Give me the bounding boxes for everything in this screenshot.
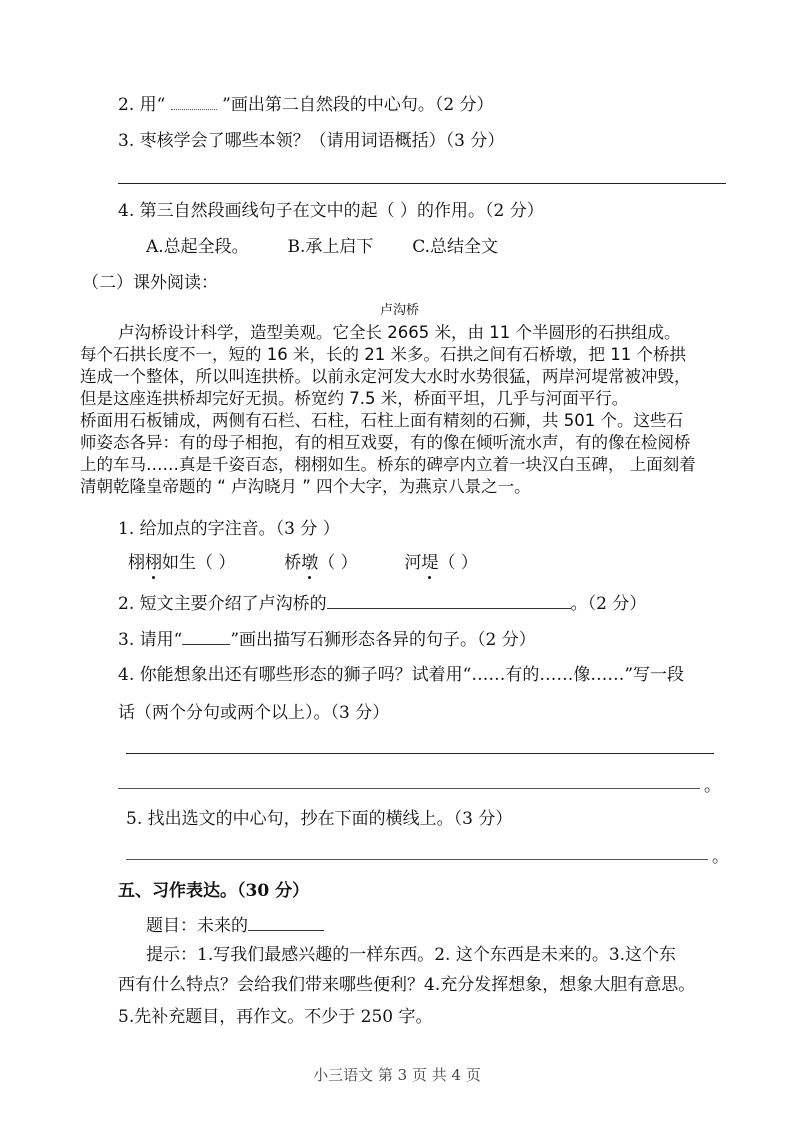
option-b[interactable]: B.承上启下 [287, 237, 374, 257]
answer-line[interactable] [126, 859, 708, 860]
passage-line: 但是这座连拱桥却完好无损。桥宽约 7.5 米，桥面平坦，几乎与河面平行。 [80, 389, 629, 408]
topic-blank[interactable] [248, 914, 324, 931]
hint-line: 5.先补充题目，再作文。不少于 250 字。 [118, 1007, 433, 1027]
passage-line: 卢沟桥设计科学，造型美观。它全长 2665 米，由 11 个半圆形的石拱组成。 [118, 323, 681, 342]
dotted-character: 栩 [145, 553, 162, 573]
exercise-1-items [128, 552, 478, 574]
wavy-underline-mark [171, 101, 217, 110]
answer-line[interactable] [118, 788, 700, 789]
exercise-4-line-2: 话（两个分句或两个以上）。（3 分） [118, 703, 390, 723]
question-2-pre: 2. 用“ [118, 95, 166, 115]
question-2 [118, 94, 494, 116]
exercise-4-line-1: 4. 你能想象出还有哪些形态的狮子吗？试着用“……有的……像……”写一段 [118, 665, 685, 685]
period-mark: 。 [712, 847, 729, 867]
passage-line: 师姿态各异：有的母子相抱，有的相互戏耍，有的像在倾听流水声，有的像在检阅桥 [80, 433, 691, 452]
passage-body [80, 322, 740, 498]
question-3: 3. 枣核学会了哪些本领？（请用词语概括）（3 分） [118, 131, 505, 151]
answer-blank[interactable] [327, 592, 571, 609]
passage-line: 连成一个整体，所以叫连拱桥。以前永定河发大水时水势很猛，两岸河堤常被冲毁， [80, 367, 691, 386]
answer-line[interactable] [118, 183, 726, 184]
section-heading-writing: 五、习作表达。（30 分） [118, 881, 310, 901]
dotted-character: 堤 [421, 553, 439, 573]
question-4-options [146, 236, 498, 258]
section-heading-extra-reading: （二）课外阅读： [82, 273, 218, 293]
dotted-character: 墩 [301, 553, 319, 573]
passage-line: 清朝乾隆皇帝题的 “ 卢沟晓月 ” 四个大字，为燕京八景之一。 [80, 477, 531, 496]
exercise-2-text: 2. 短文主要介绍了卢沟桥的 [118, 594, 327, 614]
pinyin-item: 栩栩如生（ ） [128, 553, 236, 573]
pinyin-item: 河堤（ ） [404, 553, 478, 573]
answer-line[interactable] [126, 753, 714, 754]
exercise-3-post: ”画出描写石狮形态各异的句子。（2 分） [230, 630, 536, 650]
underline-mark [182, 628, 230, 645]
question-4: 4. 第三自然段画线句子在文中的起（ ）的作用。（2 分） [118, 201, 544, 221]
exercise-1: 1. 给加点的字注音。（3 分 ） [118, 519, 340, 539]
page-footer: 小三语文 第 3 页 共 4 页 [313, 1066, 481, 1084]
passage-line: 上的车马……真是千姿百态，栩栩如生。桥东的碑亭内立着一块汉白玉碑， 上面刻着 [80, 455, 696, 474]
topic-label: 题目：未来的 [146, 916, 248, 936]
passage-line: 桥面用石板铺成，两侧有石栏、石柱，石柱上面有精刻的石狮，共 501 个。这些石 [80, 411, 683, 430]
exercise-2 [118, 592, 646, 615]
exercise-3-pre: 3. 请用“ [118, 630, 183, 650]
option-a[interactable]: A.总起全段。 [146, 237, 249, 257]
exercise-2-score: 。（2 分） [570, 594, 647, 614]
composition-topic [146, 914, 324, 937]
option-c[interactable]: C.总结全文 [412, 237, 499, 257]
exercise-3 [118, 628, 536, 651]
period-mark: 。 [704, 776, 721, 796]
hint-line: 提示：1.写我们最感兴趣的一样东西。2. 这个东西是未来的。3.这个东 [146, 945, 677, 965]
pinyin-item: 桥墩（ ） [284, 553, 358, 573]
exercise-5: 5. 找出选文的中心句，抄在下面的横线上。（3 分） [126, 809, 513, 829]
hint-line: 西有什么特点？会给我们带来哪些便利？4.充分发挥想象，想象大胆有意思。 [118, 975, 696, 995]
passage-title: 卢沟桥 [380, 303, 420, 318]
passage-line: 每个石拱长度不一，短的 16 米，长的 21 米多。石拱之间有石桥墩，把 11 个桥拱 [80, 345, 686, 364]
question-2-post: ”画出第二自然段的中心句。（2 分） [222, 95, 494, 115]
